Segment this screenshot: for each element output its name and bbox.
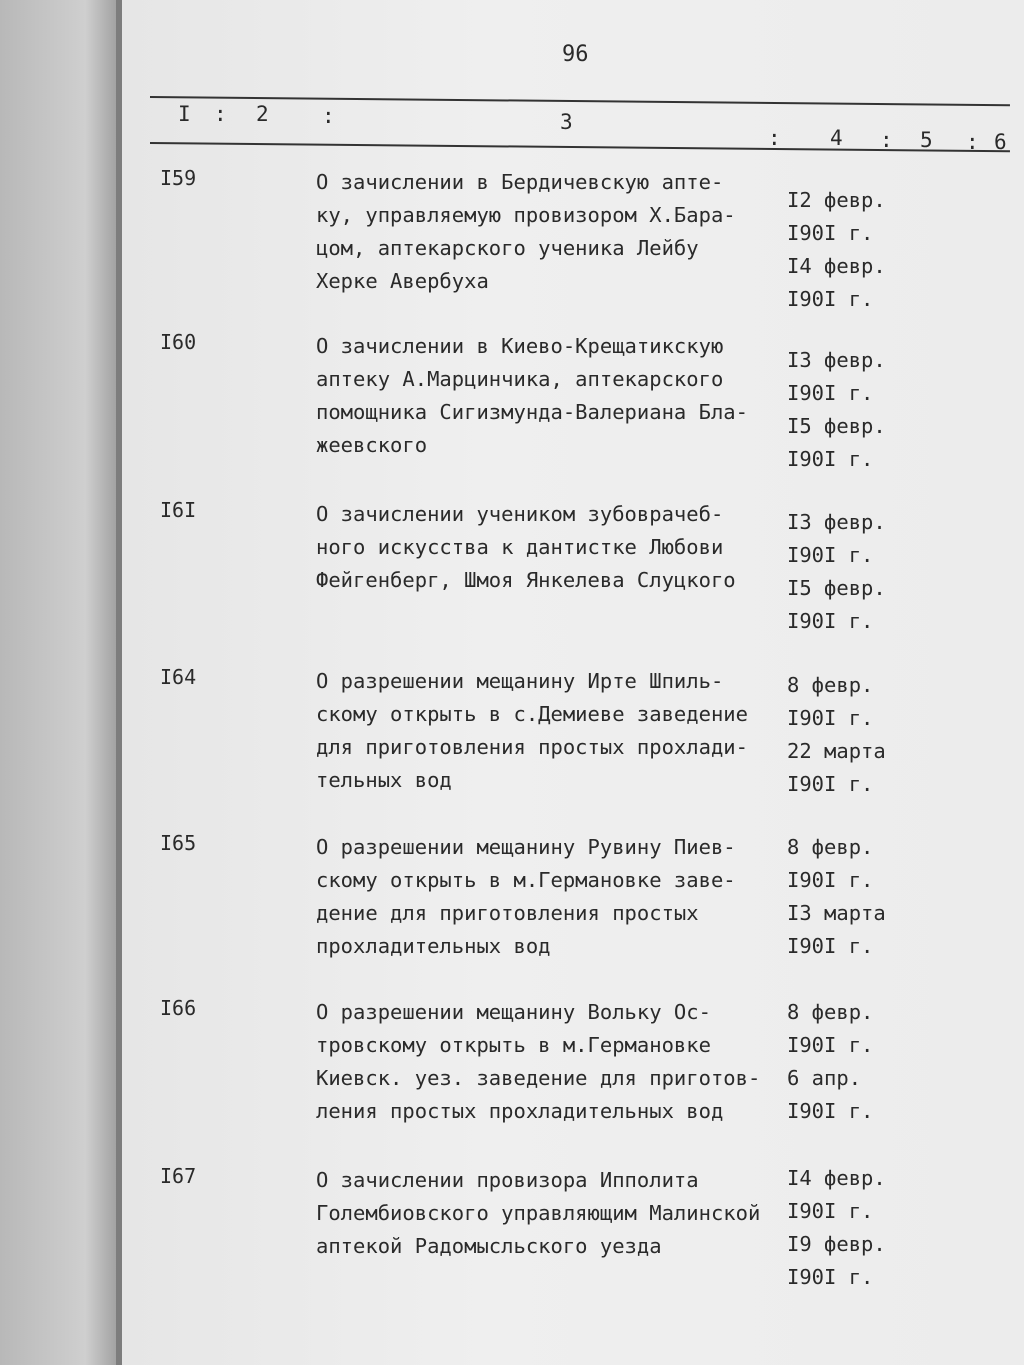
entry-number: I60	[160, 330, 197, 354]
entry-description: О зачислении учеником зубоврачеб- ного искусства к дантистке Любови Фейгенберг, Шмоя Янкелева Слуцкого	[316, 502, 736, 592]
entry-number: I6I	[160, 498, 197, 522]
column-separator: :	[768, 126, 781, 150]
entry-description: О зачислении в Киево-Крещатикскую аптеку А.Марцинчика, аптекарского помощника Сигизмунда-Валериана Бла- жеевского	[316, 334, 748, 457]
column-header-5: 5	[920, 128, 933, 152]
entry-dates: 8 февр. I90I г. 6 апр. I90I г.	[787, 1000, 874, 1123]
entry-number: I67	[160, 1164, 197, 1188]
column-separator: :	[214, 102, 227, 126]
entry-description: О зачислении провизора Ипполита Голембиовского управляющим Малинской аптекой Радомысльского уезда	[316, 1168, 761, 1258]
column-header-1: I	[178, 102, 191, 126]
column-header-2: 2	[256, 102, 269, 126]
entry-dates: I3 февр. I90I г. I5 февр. I90I г.	[787, 510, 886, 633]
entry-dates: I4 февр. I90I г. I9 февр. I90I г.	[787, 1166, 886, 1289]
column-separator: :	[880, 128, 893, 152]
entry-description: О разрешении мещанину Рувину Пиев- скому открыть в м.Германовке заве- дение для приготовления простых прохладительных вод	[316, 835, 736, 958]
book-spine	[0, 0, 122, 1365]
entry-dates: 8 февр. I90I г. 22 марта I90I г.	[787, 673, 886, 796]
entry-number: I65	[160, 831, 197, 855]
column-header-6: 6	[994, 130, 1007, 154]
entry-number: I59	[160, 166, 197, 190]
entry-number: I64	[160, 665, 197, 689]
entry-dates: 8 февр. I90I г. I3 марта I90I г.	[787, 835, 886, 958]
entry-number: I66	[160, 996, 197, 1020]
column-separator: :	[322, 104, 335, 128]
column-separator: :	[966, 130, 979, 154]
page-number: 96	[562, 42, 589, 67]
entry-description: О разрешении мещанину Вольку Ос- тровскому открыть в м.Германовке Киевск. уез. заведение для приготов- ления простых прохладительных вод	[316, 1000, 761, 1123]
entry-description: О разрешении мещанину Ирте Шпиль- скому открыть в с.Демиеве заведение для приготовления простых прохлади- тельных вод	[316, 669, 748, 792]
column-header-3: 3	[560, 110, 573, 134]
entry-dates: I3 февр. I90I г. I5 февр. I90I г.	[787, 348, 886, 471]
entry-dates: I2 февр. I90I г. I4 февр. I90I г.	[787, 188, 886, 311]
entry-description: О зачислении в Бердичевскую апте- ку, управляемую провизором Х.Бара- цом, аптекарского ученика Лейбу Херке Авербуха	[316, 170, 736, 293]
column-header-4: 4	[830, 126, 843, 150]
